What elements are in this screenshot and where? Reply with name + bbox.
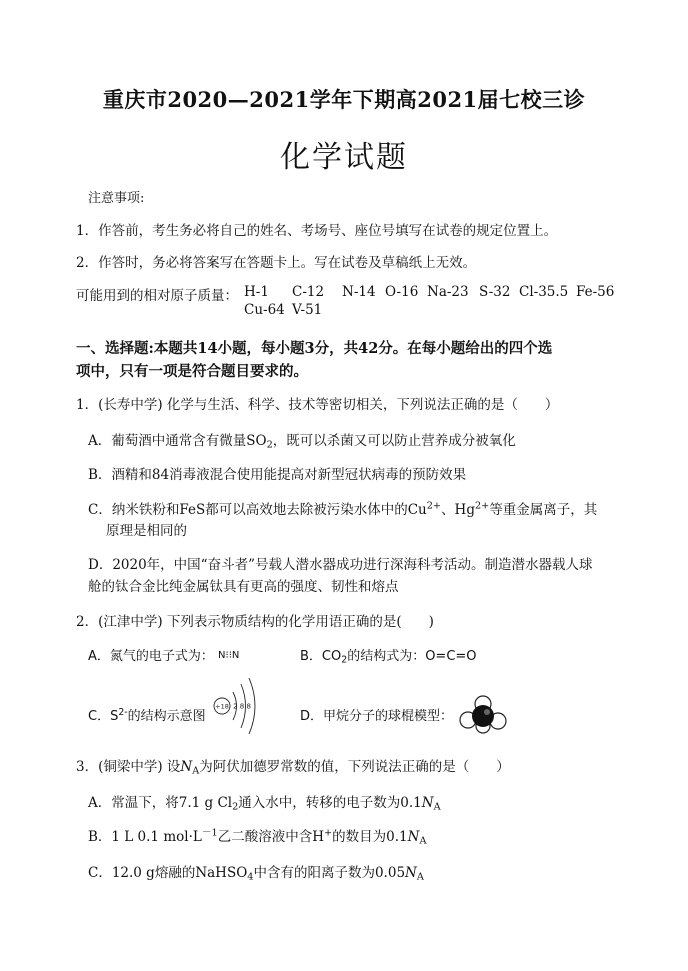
q3-a-var-sub: A: [433, 801, 441, 813]
q3-b-text-2: 乙二酸溶液中含H: [217, 829, 325, 845]
q2-option-d: D．甲烷分子的球棍模型：: [300, 709, 454, 724]
atomic-mass-item: Na-23: [427, 284, 469, 300]
q3-c-text: C．12.0 g熔融的NaHSO: [88, 865, 248, 881]
q3-a-text: A．常温下，将7.1 g Cl: [88, 795, 233, 811]
q1-c-sup: 2+: [426, 500, 442, 512]
note-item-2: 2．作答时，务必将答案写在答题卡上。写在试卷及草稿纸上无效。: [76, 255, 477, 271]
sulfide-ion-structure-diagram: [212, 672, 264, 744]
q2-option-c: [88, 705, 206, 724]
q3-c-var-sub: A: [416, 871, 424, 883]
atomic-mass-item: S-32: [479, 284, 511, 300]
nucleus-charge: +18: [215, 702, 229, 711]
q3-c-text-2: 中含有的阳离子数为0.05: [253, 865, 406, 881]
q3-b-var-sub: A: [419, 835, 427, 847]
q3-a-text-2: 通入水中，转移的电子数为0.1: [238, 795, 422, 811]
q3-a-sub: 2: [232, 801, 239, 813]
note-item-1: 1．作答前，考生务必将自己的姓名、考场号、座位号填写在试卷的规定位置上。: [76, 223, 558, 239]
q1-option-b: B．酒精和84消毒液混合使用能提高对新型冠状病毒的预防效果: [88, 467, 467, 483]
carbon-atom: [472, 705, 494, 727]
q3-b-text: B．1 L 0.1 mol·L: [88, 829, 202, 845]
q1-a-text: A．葡萄酒中通常含有微量SO: [88, 433, 267, 449]
q2-option-b: [300, 645, 477, 664]
q3-b-sup-2: +: [324, 827, 333, 839]
q2-b-sub: 2: [341, 654, 348, 666]
q3-b-sup: －1: [201, 827, 218, 839]
subject-title: 化学试题: [280, 140, 408, 175]
q3-stem-text: 3．(铜梁中学) 设: [76, 759, 181, 775]
q1-c-text-3: 等重金属离子，其: [489, 502, 598, 518]
atomic-mass-item: Fe-56: [576, 284, 615, 300]
q1-c-sup-2: 2+: [474, 500, 490, 512]
atomic-mass-item: N-14: [342, 284, 376, 300]
atomic-mass-item: Cu-64: [244, 302, 285, 318]
q2-b-text: B．CO: [300, 649, 342, 664]
q1-a-text-2: ，既可以杀菌又可以防止营养成分被氧化: [272, 433, 516, 449]
atomic-mass-item: C-12: [292, 284, 325, 300]
q1-c-text-2: 、Hg: [441, 502, 475, 518]
q2-b-text-2: 的结构式为：O=C=O: [347, 649, 477, 664]
q1-option-c-line-2: 原理是相同的: [106, 523, 187, 539]
q3-stem-text-2: 为阿伏加德罗常数的值，下列说法正确的是（ ）: [199, 759, 510, 775]
section-heading-line-2: 项中，只有一项是符合题目要求的。: [76, 363, 308, 380]
atomic-mass-item: O-16: [385, 284, 419, 300]
q3-stem: [76, 755, 510, 775]
q1-option-c: [88, 498, 597, 518]
q3-c-sub: 4: [247, 871, 254, 883]
q3-a-var: N: [421, 795, 434, 811]
q2-c-text: C．S: [88, 709, 119, 724]
atomic-mass-label: 可能用到的相对原子质量：: [76, 288, 238, 304]
q3-stem-var: N: [180, 759, 193, 775]
q3-option-b: [88, 825, 427, 845]
q2-option-a: [88, 645, 239, 664]
notes-label: 注意事项:: [88, 191, 145, 206]
q2-stem: 2．(江津中学) 下列表示物质结构的化学用语正确的是( ): [76, 614, 434, 630]
q3-option-c: [88, 861, 424, 881]
q1-c-text: C．纳米铁粉和FeS都可以高效地去除被污染水体中的Cu: [88, 502, 427, 518]
q1-option-d-line-2: 舱的钛合金比纯金属钛具有更高的强度、韧性和熔点: [88, 579, 399, 595]
q3-b-text-3: 的数目为0.1: [332, 829, 408, 845]
q2-a-text: A．氮气的电子式为：: [88, 649, 214, 664]
methane-ball-stick-model: [456, 694, 512, 734]
q3-stem-sub: A: [192, 765, 200, 777]
section-heading-line-1: 一、选择题:本题共14小题，每小题3分，共42分。在每小题给出的四个选: [76, 340, 553, 357]
atomic-mass-item: Cl-35.5: [519, 284, 569, 300]
q1-option-a: [88, 429, 516, 449]
atomic-mass-item: V-51: [292, 302, 323, 318]
q3-b-var: N: [407, 829, 420, 845]
q1-stem: 1．(长寿中学) 化学与生活、科学、技术等密切相关，下列说法正确的是（ ）: [76, 397, 559, 413]
q3-c-var: N: [405, 865, 417, 881]
q2-c-sup: 2-: [118, 706, 128, 718]
nitrogen-electron-formula: N⁝⁝N: [218, 650, 240, 661]
shell-electrons: 2 8 8: [233, 702, 251, 711]
atomic-mass-item: H-1: [244, 284, 269, 300]
q1-a-sub: 2: [266, 439, 273, 451]
q3-option-a: [88, 791, 441, 811]
exam-title: 重庆市2020—2021学年下期高2021届七校三诊: [102, 87, 586, 112]
q2-c-text-2: 的结构示意图: [127, 709, 206, 724]
q1-option-d: D．2020年，中国“奋斗者”号载人潜水器成功进行深海科考活动。制造潜水器载人球: [88, 557, 593, 573]
